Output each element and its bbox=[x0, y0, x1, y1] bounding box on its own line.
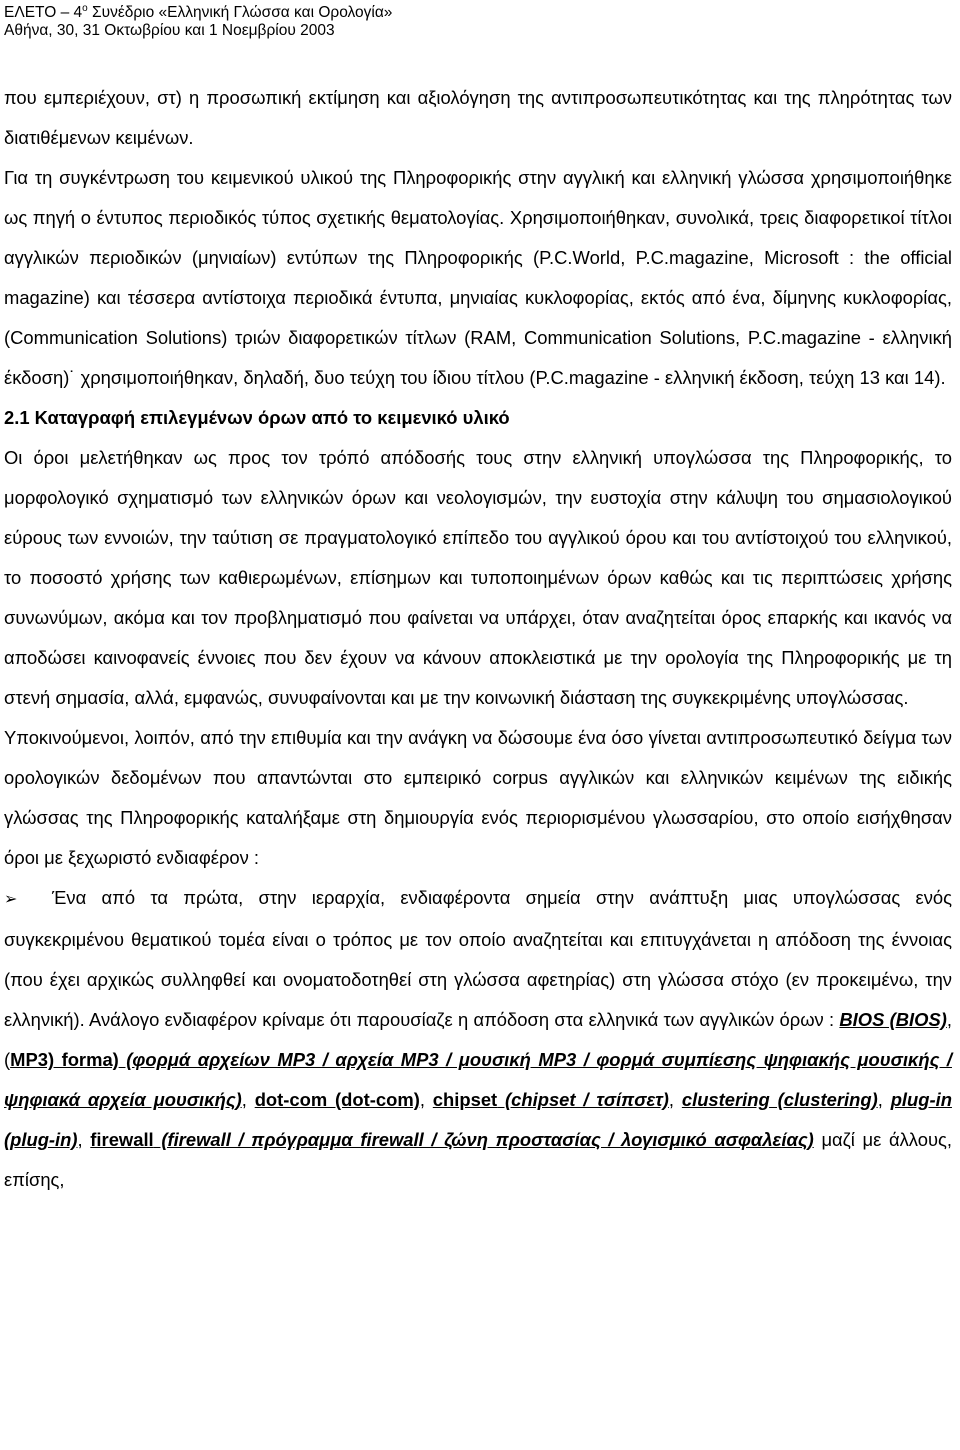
term-plug-in: plug-in (plug-in) bbox=[4, 1089, 952, 1150]
conference-header bbox=[4, 4, 392, 40]
header-line-2: Αθήνα, 30, 31 Οκτωβρίου και 1 Νοεμβρίου 2003 bbox=[4, 22, 335, 39]
term-mp3: MP3) forma) bbox=[10, 1049, 119, 1070]
term-firewall-greek: (firewall / πρόγραμμα firewall / ζώνη προστασίας / λογισμικό ασφαλείας) bbox=[153, 1129, 814, 1150]
term-dot-com: dot-com (dot-com) bbox=[254, 1089, 420, 1110]
term-chipset-greek: (chipset / τσίπσετ) bbox=[497, 1089, 669, 1110]
paragraph-1: που εμπεριέχουν, στ) η προσωπική εκτίμηση και αξιολόγηση της αντιπροσωπευτικότητας και της πληρότητας των διατιθέμενων κειμένων. bbox=[4, 87, 952, 148]
paragraph-4: Υποκινούμενοι, λοιπόν, από την επιθυμία και την ανάγκη να δώσουμε ένα όσο γίνεται αντιπροσωπευτικό δείγμα των ορολογικών δεδομένων που απαντώνται στο εμπειρικό corpus αγγλικών και ελληνικών κειμένων της ειδικής γλώσσας της Πληροφορικής καταλήξαμε στη δημιουργία ενός περιορισμένου γλωσσαρίου, στο οποίο εισήχθησαν όροι με ξεχωριστό ενδιαφέρον : bbox=[4, 727, 952, 868]
header-line-1: ΕΛΕΤΟ – $4^o$ Συνέδριο «Ελληνική Γλώσσα και Ορολογία» bbox=[4, 2, 393, 21]
term-clustering: clustering (clustering) bbox=[681, 1089, 878, 1110]
term-bios: BIOS (BIOS) bbox=[839, 1009, 947, 1030]
term-chipset: chipset bbox=[432, 1089, 498, 1110]
term-firewall: firewall bbox=[90, 1129, 154, 1150]
paragraph-2: Για τη συγκέντρωση του κειμενικού υλικού της Πληροφορικής στην αγγλική και ελληνική γλώσσα χρησιμοποιήθηκε ως πηγή ο έντυπος περιοδικός τύπος σχετικής θεματολογίας. Χρησιμοποιήθηκαν, συνολικά, τρεις διαφορετικοί τίτλοι αγγλικών περιοδικών (μηνιαίων) εντύπων της Πληροφορικής (P.C.World, P.C.magazine, Microsoft : the official magazine) και τέσσερα αντίστοιχα περιοδικά έντυπα, μηνιαίας κυκλοφορίας, εκτός από ένα, δίμηνης κυκλοφορίας, (Communication Solutions) τριών διαφορετικών τίτλων (RAM, Communication Solutions, P.C.magazine - ελληνική έκδοση)˙ χρησιμοποιήθηκαν, δηλαδή, δυο τεύχη του ίδιου τίτλου (P.C.magazine - ελληνική έκδοση, τεύχη 13 και 14). bbox=[4, 167, 952, 388]
bullet-item: ➢ Ένα από τα πρώτα, στην ιεραρχία, ενδιαφέροντα σημεία στην ανάπτυξη μιας υπογλώσσας ενός συγκεκριμένου θεματικού τομέα είναι ο τρόπος με τον οποίο αναζητείται και επιτυγχάνεται η απόδοση της έννοιας (που έχει αρχικώς συλληφθεί και ονοματοδοτηθεί στη γλώσσα αφετηρίας) στη γλώσσα στόχο (εν προκειμένω, την ελληνική). Ανάλογο ενδιαφέρον κρίναμε ότι παρουσίαζε η απόδοση στα ελληνικά των αγγλικών όρων : BIOS (BIOS), (MP3) forma) (φορμά αρχείων MP3 / αρχεία MP3 / μουσική MP3 / φορμά συμπίεσης ψηφιακής μουσικής / ψηφιακά αρχεία μουσικής), dot-com (dot-com), chipset (chipset / τσίπσετ), clustering (clustering), plug-in (plug-in), firewall (firewall / πρόγραμμα firewall / ζώνη προστασίας / λογισμικό ασφαλείας) μαζί με άλλους, επίσης, bbox=[4, 878, 952, 1200]
arrow-bullet-icon: ➢ bbox=[4, 891, 18, 908]
document-body bbox=[4, 78, 952, 1200]
term-mp3-greek: (φορμά αρχείων MP3 / αρχεία MP3 / μουσική MP3 / φορμά συμπίεσης ψηφιακής μουσικής / ψηφιακά αρχεία μουσικής) bbox=[4, 1049, 952, 1110]
paragraph-3: Οι όροι μελετήθηκαν ως προς τον τρόπό απόδοσής τους στην ελληνική υπογλώσσα της Πληροφορικής, το μορφολογικό σχηματισμό των ελληνικών όρων και νεολογισμών, την ευστοχία στην κάλυψη του σημασιολογικού εύρους των εννοιών, την ταύτιση σε πραγματολογικό επίπεδο του αγγλικού όρου και του αντίστοιχού του ελληνικού, το ποσοστό χρήσης των καθιερωμένων, επίσημων και τυποποιημένων όρων καθώς και τις περιπτώσεις χρήσης συνωνύμων, ακόμα και τον προβληματισμό που φαίνεται να υπάρχει, όταν αναζητείται όρος επαρκής και ικανός να αποδώσει καινοφανείς έννοιες που δεν έχουν να κάνουν αποκλειστικά με την ορολογία της Πληροφορικής με τη στενή σημασία, αλλά, εμφανώς, συνυφαίνονται και με την κοινωνική διάσταση της συγκεκριμένης υπογλώσσας. bbox=[4, 447, 952, 708]
section-heading: 2.1 Καταγραφή επιλεγμένων όρων από το κειμενικό υλικό bbox=[4, 407, 510, 428]
